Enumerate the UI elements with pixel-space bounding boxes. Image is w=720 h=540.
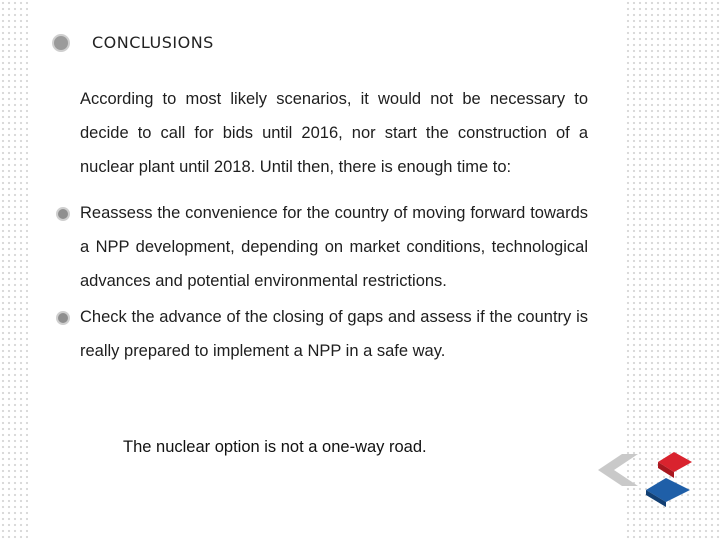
title-row xyxy=(52,33,214,52)
logo-icon xyxy=(596,448,701,508)
bullet-text: Check the advance of the closing of gaps and assess if the country is really prepared to implement a NPP in a safe way. xyxy=(80,308,588,360)
intro-paragraph: According to most likely scenarios, it would not be necessary to decide to call for bids until 2016, nor start the construction of a nuclear plant until 2018. Until then, there is enough time to: xyxy=(80,90,588,176)
closing-statement: The nuclear option is not a one-way road. xyxy=(123,438,427,456)
bullet-item xyxy=(56,300,596,368)
slide-title: CONCLUSIONS xyxy=(92,33,214,52)
bullet-text: Reassess the convenience for the country of moving forward towards a NPP development, depending on market conditions, technological advances and potential environmental restrictions. xyxy=(80,204,588,290)
bullet-item xyxy=(56,196,596,298)
left-dot-pattern xyxy=(0,0,28,540)
title-bullet-icon xyxy=(52,34,70,52)
bullet-icon xyxy=(56,207,70,221)
bullet-icon xyxy=(56,311,70,325)
logo-gray-chevron xyxy=(598,454,638,486)
